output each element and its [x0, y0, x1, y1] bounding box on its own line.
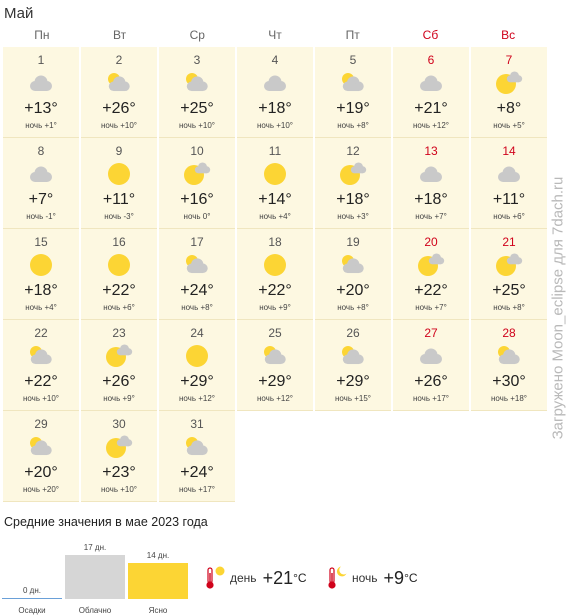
- day-temperature: +18°: [24, 282, 58, 299]
- watermark: [548, 0, 568, 615]
- day-cell[interactable]: [159, 47, 235, 138]
- day-number: 19: [346, 235, 360, 249]
- day-cell[interactable]: [393, 229, 469, 320]
- partly-cloudy-icon: [182, 70, 212, 96]
- day-cell[interactable]: [315, 229, 391, 320]
- night-temperature: ночь +15°: [334, 394, 372, 403]
- day-cell[interactable]: [237, 229, 313, 320]
- partly-cloudy-icon: [26, 343, 56, 369]
- bar-label: Ясно: [148, 606, 168, 615]
- weekday-label: Чт: [268, 28, 282, 42]
- day-cell[interactable]: [3, 411, 79, 502]
- day-temperature: +25°: [492, 282, 526, 299]
- sunny-icon: [104, 252, 134, 278]
- night-temperature: ночь +9°: [259, 303, 291, 312]
- day-number: 11: [268, 144, 282, 158]
- day-temperature: +26°: [102, 373, 136, 390]
- sun-cloud-icon: [104, 343, 134, 369]
- sun-cloud-icon: [104, 434, 134, 460]
- day-temperature: +25°: [180, 100, 214, 117]
- sun-cloud-icon: [416, 252, 446, 278]
- day-temperature: +29°: [180, 373, 214, 390]
- partly-cloudy-icon: [104, 70, 134, 96]
- cloudy-icon: [260, 70, 290, 96]
- day-number: 10: [190, 144, 204, 158]
- day-number: 20: [424, 235, 438, 249]
- empty-day-cell: [315, 411, 391, 502]
- partly-cloudy-icon: [260, 343, 290, 369]
- partly-cloudy-icon: [182, 252, 212, 278]
- night-temperature: ночь +4°: [25, 303, 57, 312]
- average-night-unit: °C: [404, 571, 418, 585]
- night-temperature: ночь +6°: [493, 212, 525, 221]
- weather-days-bar-chart: [2, 536, 192, 615]
- night-temperature: ночь +17°: [178, 485, 216, 494]
- night-temperature: ночь +7°: [415, 212, 447, 221]
- day-number: 8: [37, 144, 45, 158]
- month-title: Май: [4, 5, 34, 22]
- day-cell[interactable]: [471, 47, 547, 138]
- day-cell[interactable]: [159, 138, 235, 229]
- night-temperature: ночь +1°: [25, 121, 57, 130]
- bar-fill: [2, 598, 62, 600]
- day-cell[interactable]: [471, 320, 547, 411]
- sunny-icon: [26, 252, 56, 278]
- bar-count: 14 дн.: [146, 551, 170, 560]
- sunny-icon: [104, 161, 134, 187]
- day-cell[interactable]: [3, 47, 79, 138]
- night-temperature: ночь +6°: [103, 303, 135, 312]
- night-temperature: ночь +8°: [493, 303, 525, 312]
- bar-precipitation: [2, 536, 62, 615]
- day-number: 22: [34, 326, 48, 340]
- night-temperature: ночь +5°: [493, 121, 525, 130]
- day-temperature: +24°: [180, 282, 214, 299]
- sunny-icon: [260, 161, 290, 187]
- day-cell[interactable]: [237, 320, 313, 411]
- day-cell[interactable]: [159, 411, 235, 502]
- weekday-header: [3, 27, 547, 47]
- day-cell[interactable]: [237, 47, 313, 138]
- bar-label: Осадки: [18, 606, 46, 615]
- sun-cloud-icon: [338, 161, 368, 187]
- night-temperature: ночь +8°: [337, 121, 369, 130]
- day-number: 1: [37, 53, 45, 67]
- empty-day-cell: [393, 411, 469, 502]
- day-number: 16: [112, 235, 126, 249]
- night-temperature: ночь -1°: [26, 212, 56, 221]
- average-day-temperature: [204, 563, 307, 593]
- day-number: 28: [502, 326, 516, 340]
- day-temperature: +20°: [24, 464, 58, 481]
- day-temperature: +29°: [258, 373, 292, 390]
- average-day-caption: день: [230, 571, 257, 585]
- day-cell[interactable]: [159, 320, 235, 411]
- day-temperature: +26°: [414, 373, 448, 390]
- partly-cloudy-icon: [494, 343, 524, 369]
- weekday-label: Ср: [189, 28, 205, 42]
- watermark-text: Загружено Moon_eclipse для 7dach.ru: [549, 176, 567, 439]
- day-cell[interactable]: [237, 138, 313, 229]
- day-temperature: +13°: [24, 100, 58, 117]
- night-temperature: ночь +12°: [178, 394, 216, 403]
- day-number: 3: [193, 53, 201, 67]
- day-number: 15: [34, 235, 48, 249]
- day-temperature: +18°: [414, 191, 448, 208]
- day-number: 26: [346, 326, 360, 340]
- night-temperature: ночь +9°: [103, 394, 135, 403]
- sun-cloud-icon: [494, 70, 524, 96]
- day-temperature: +24°: [180, 464, 214, 481]
- night-temperature: ночь +4°: [259, 212, 291, 221]
- day-number: 14: [502, 144, 516, 158]
- partly-cloudy-icon: [338, 70, 368, 96]
- average-night-value: +9: [383, 567, 405, 588]
- night-temperature: ночь +10°: [100, 121, 138, 130]
- day-temperature: +26°: [102, 100, 136, 117]
- day-cell[interactable]: [81, 138, 157, 229]
- day-temperature: +22°: [102, 282, 136, 299]
- partly-cloudy-icon: [182, 434, 212, 460]
- cloudy-icon: [416, 70, 446, 96]
- empty-day-cell: [471, 411, 547, 502]
- day-cell[interactable]: [3, 320, 79, 411]
- weekday-label: Пт: [345, 28, 360, 42]
- bar-count: 17 дн.: [83, 543, 107, 552]
- night-temperature: ночь +7°: [415, 303, 447, 312]
- day-number: 5: [349, 53, 357, 67]
- day-number: 21: [502, 235, 516, 249]
- average-night-temperature: [326, 563, 418, 593]
- day-temperature: +22°: [258, 282, 292, 299]
- day-number: 4: [271, 53, 279, 67]
- night-temperature: ночь +8°: [337, 303, 369, 312]
- thermometer-sun-icon: [204, 565, 226, 591]
- night-temperature: ночь +3°: [337, 212, 369, 221]
- bar-fill: [128, 563, 188, 599]
- night-temperature: ночь +12°: [412, 121, 450, 130]
- day-cell[interactable]: [3, 229, 79, 320]
- day-cell[interactable]: [159, 229, 235, 320]
- day-cell[interactable]: [393, 47, 469, 138]
- night-temperature: ночь +8°: [181, 303, 213, 312]
- average-night-caption: ночь: [352, 571, 378, 585]
- day-number: 18: [268, 235, 282, 249]
- weekday-label: Пн: [34, 28, 50, 42]
- averages-title: Средние значения в мае 2023 года: [4, 515, 208, 529]
- day-temperature: +11°: [102, 191, 136, 208]
- day-temperature: +18°: [258, 100, 292, 117]
- day-number: 2: [115, 53, 123, 67]
- day-number: 24: [190, 326, 204, 340]
- day-temperature: +21°: [414, 100, 448, 117]
- day-number: 27: [424, 326, 438, 340]
- day-temperature: +19°: [336, 100, 370, 117]
- day-temperature: +20°: [336, 282, 370, 299]
- cloudy-icon: [26, 161, 56, 187]
- day-cell[interactable]: [81, 229, 157, 320]
- day-cell[interactable]: [471, 229, 547, 320]
- day-cell[interactable]: [81, 47, 157, 138]
- day-number: 12: [346, 144, 360, 158]
- bar-label: Облачно: [78, 606, 112, 615]
- day-cell[interactable]: [315, 138, 391, 229]
- day-temperature: +11°: [492, 191, 526, 208]
- night-temperature: ночь +12°: [256, 394, 294, 403]
- bar-clear: [128, 536, 188, 615]
- night-temperature: ночь +10°: [100, 485, 138, 494]
- sun-cloud-icon: [494, 252, 524, 278]
- day-number: 17: [190, 235, 204, 249]
- average-day-unit: °C: [293, 571, 307, 585]
- night-temperature: ночь +17°: [412, 394, 450, 403]
- bar-count: 0 дн.: [23, 585, 41, 595]
- partly-cloudy-icon: [26, 434, 56, 460]
- night-temperature: ночь +10°: [178, 121, 216, 130]
- day-temperature: +22°: [414, 282, 448, 299]
- day-temperature: +7°: [28, 191, 54, 208]
- day-number: 30: [112, 417, 126, 431]
- day-cell[interactable]: [393, 138, 469, 229]
- weekday-label: Сб: [422, 28, 439, 42]
- day-temperature: +23°: [102, 464, 136, 481]
- day-temperature: +16°: [180, 191, 214, 208]
- sunny-icon: [260, 252, 290, 278]
- partly-cloudy-icon: [338, 252, 368, 278]
- day-cell[interactable]: [315, 320, 391, 411]
- sun-cloud-icon: [182, 161, 212, 187]
- bar-cloudy: [65, 536, 125, 615]
- calendar-grid: [3, 47, 547, 502]
- sunny-icon: [182, 343, 212, 369]
- day-temperature: +18°: [336, 191, 370, 208]
- day-number: 23: [112, 326, 126, 340]
- day-cell[interactable]: [3, 138, 79, 229]
- day-cell[interactable]: [81, 411, 157, 502]
- day-temperature: +22°: [24, 373, 58, 390]
- day-temperature: +14°: [258, 191, 292, 208]
- night-temperature: ночь +20°: [22, 485, 60, 494]
- day-number: 25: [268, 326, 282, 340]
- partly-cloudy-icon: [338, 343, 368, 369]
- bar-fill: [65, 555, 125, 599]
- weekday-label: Вс: [501, 28, 516, 42]
- thermometer-moon-icon: [326, 565, 348, 591]
- empty-day-cell: [237, 411, 313, 502]
- day-number: 7: [505, 53, 513, 67]
- night-temperature: ночь 0°: [183, 212, 211, 221]
- day-temperature: +8°: [496, 100, 522, 117]
- day-cell[interactable]: [471, 138, 547, 229]
- day-temperature: +29°: [336, 373, 370, 390]
- day-number: 31: [190, 417, 204, 431]
- night-temperature: ночь +18°: [490, 394, 528, 403]
- day-cell[interactable]: [81, 320, 157, 411]
- cloudy-icon: [26, 70, 56, 96]
- day-cell[interactable]: [393, 320, 469, 411]
- day-number: 6: [427, 53, 435, 67]
- night-temperature: ночь +10°: [22, 394, 60, 403]
- night-temperature: ночь +10°: [256, 121, 294, 130]
- average-day-value: +21: [262, 567, 294, 588]
- day-temperature: +30°: [492, 373, 526, 390]
- cloudy-icon: [416, 161, 446, 187]
- day-cell[interactable]: [315, 47, 391, 138]
- cloudy-icon: [494, 161, 524, 187]
- day-number: 13: [424, 144, 438, 158]
- day-number: 29: [34, 417, 48, 431]
- weekday-label: Вт: [113, 28, 127, 42]
- day-number: 9: [115, 144, 123, 158]
- cloudy-icon: [416, 343, 446, 369]
- night-temperature: ночь -3°: [104, 212, 134, 221]
